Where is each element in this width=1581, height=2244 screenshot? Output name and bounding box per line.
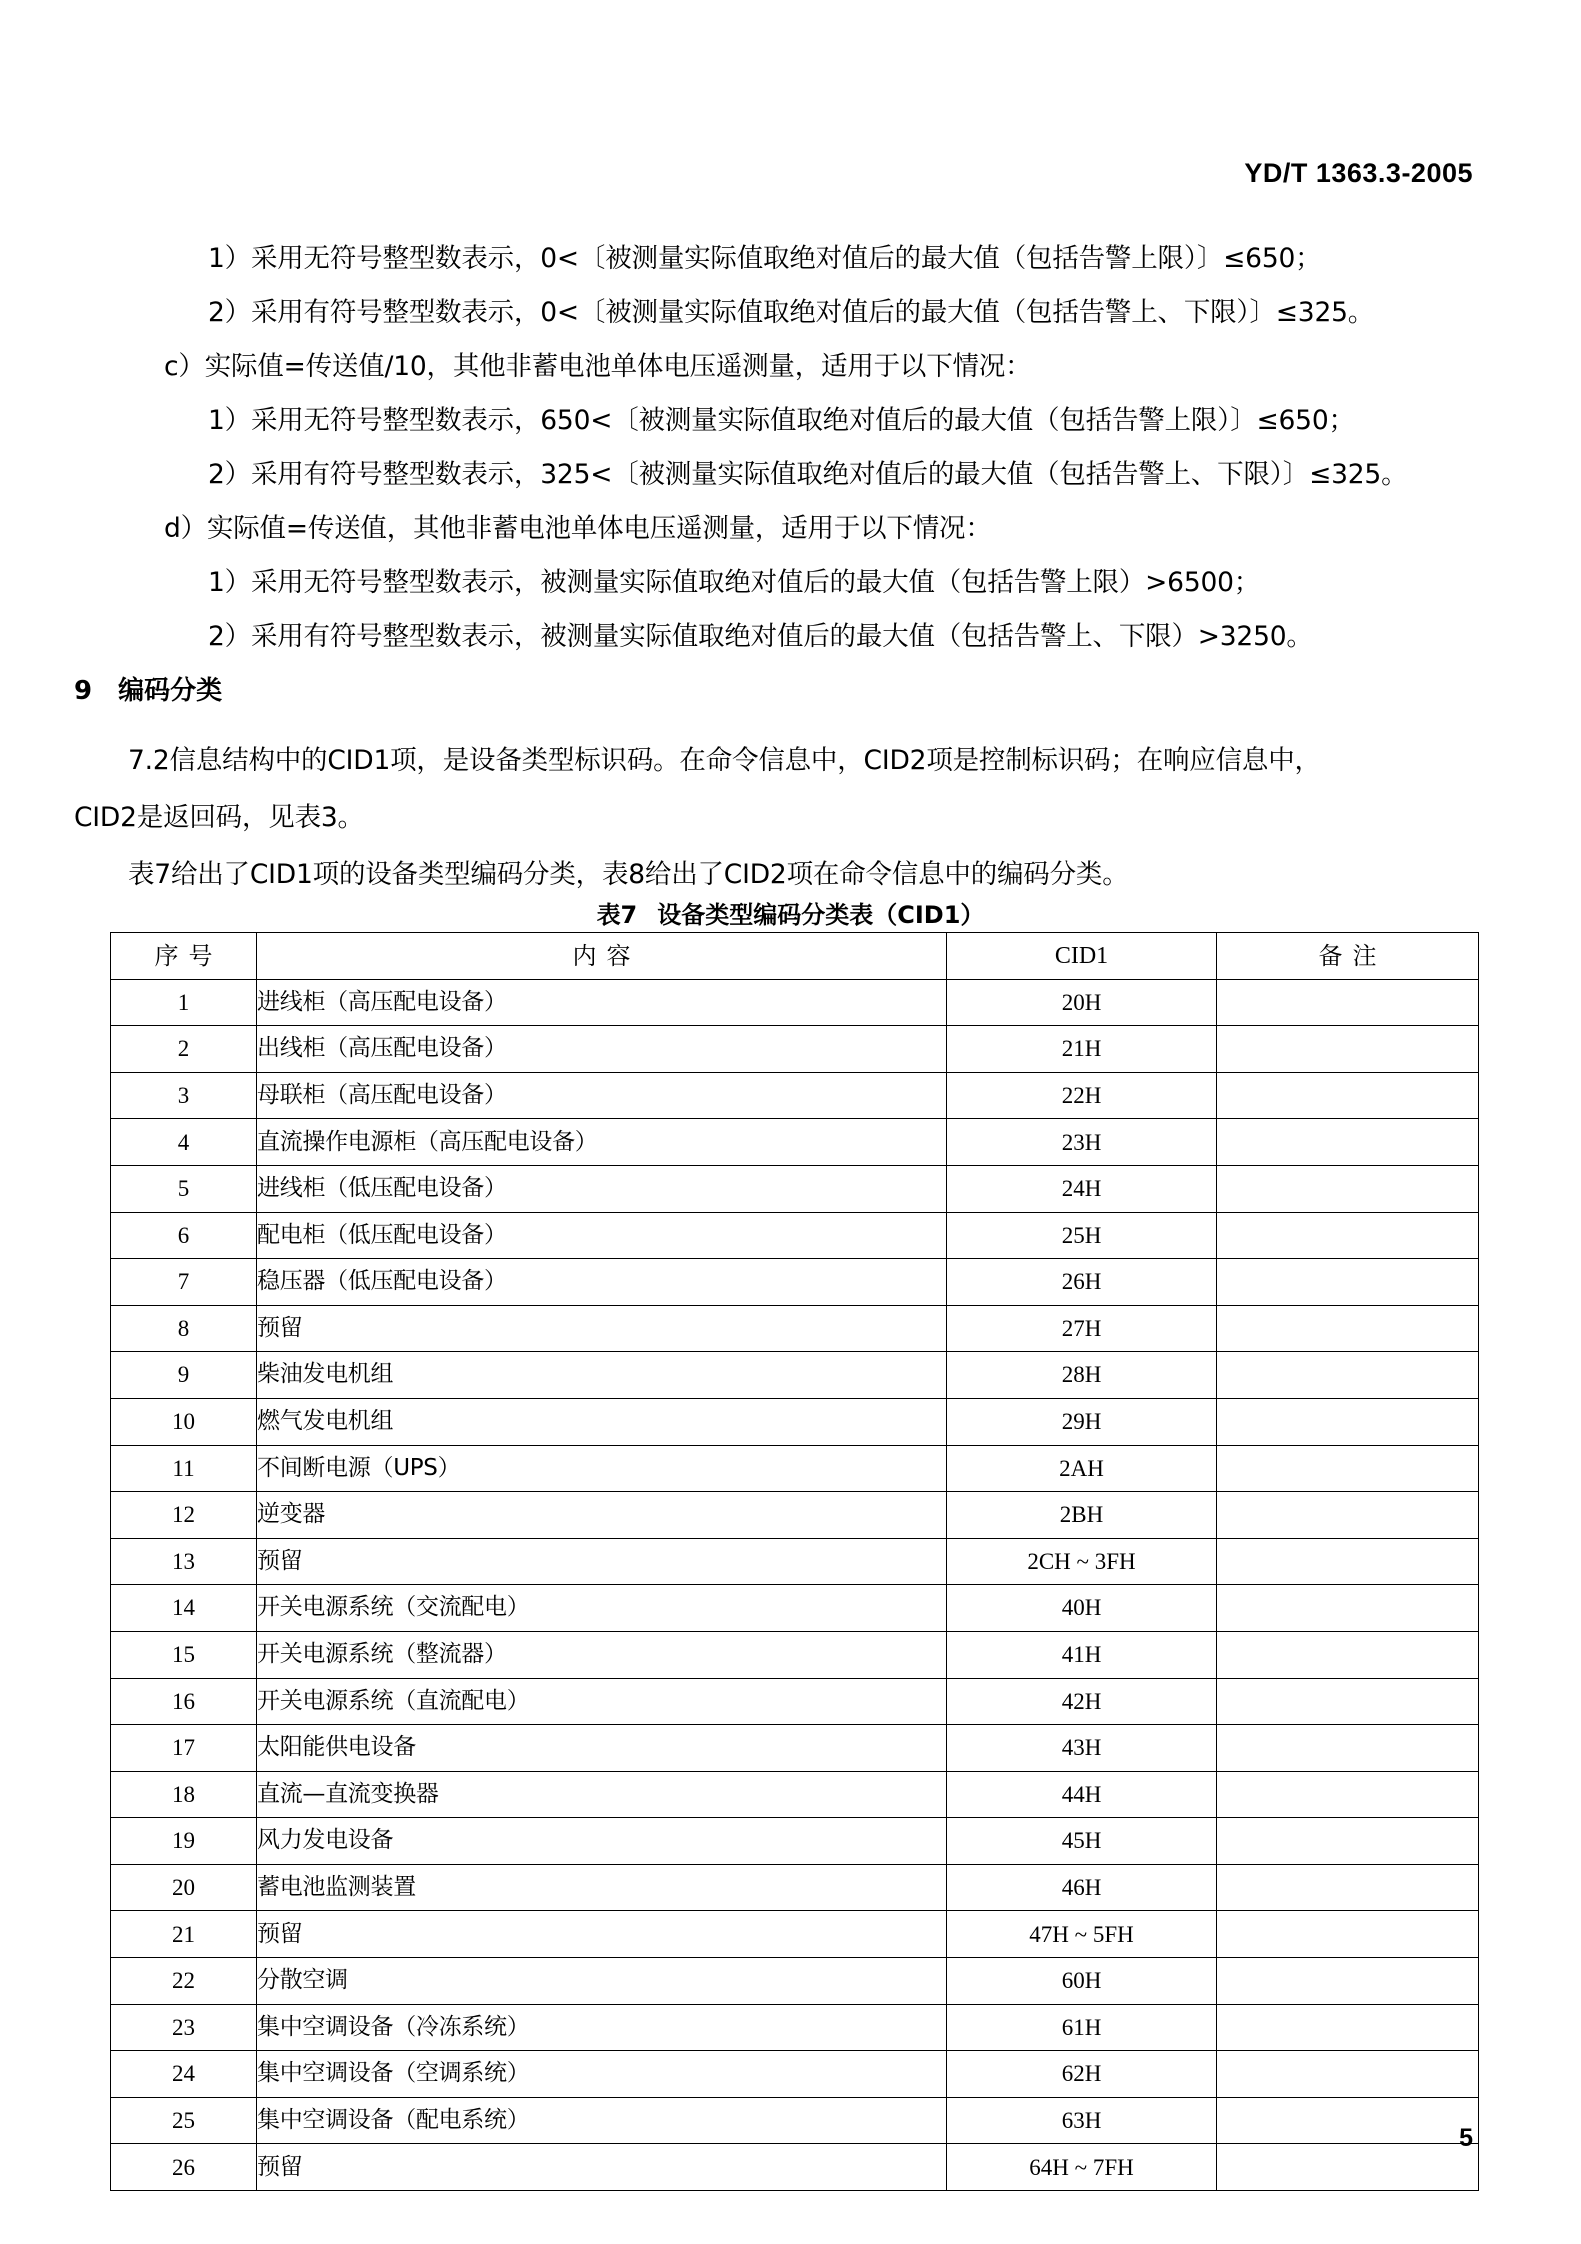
cell-content: 进线柜（高压配电设备） [257,979,947,1026]
cell-remark [1217,1631,1479,1678]
cell-remark [1217,1305,1479,1352]
cell-remark [1217,2004,1479,2051]
cell-content: 燃气发电机组 [257,1398,947,1445]
body-line: 2）采用有符号整型数表示，0<〔被测量实际值取绝对值后的最大值（包括告警上、下限）〕≤325。 [208,297,1375,328]
cell-cid1: 21H [947,1026,1217,1073]
cell-seq: 22 [111,1958,257,2005]
paragraph-line: CID2是返回码，见表3。 [74,802,364,833]
cell-content: 预留 [257,2144,947,2191]
cell-remark [1217,979,1479,1026]
cell-cid1: 47H ~ 5FH [947,1911,1217,1958]
cell-content: 风力发电设备 [257,1818,947,1865]
cell-content: 集中空调设备（冷冻系统） [257,2004,947,2051]
cell-remark [1217,1119,1479,1166]
table-row [111,2051,1479,2098]
cell-remark [1217,1725,1479,1772]
cell-seq: 18 [111,1771,257,1818]
cell-cid1: 41H [947,1631,1217,1678]
table-caption-title: 设备类型编码分类表（CID1） [657,901,985,929]
cell-cid1: 42H [947,1678,1217,1725]
cell-cid1: 46H [947,1864,1217,1911]
cell-cid1: 2BH [947,1492,1217,1539]
section-heading [74,670,222,707]
cell-seq: 5 [111,1165,257,1212]
cell-cid1: 63H [947,2097,1217,2144]
cell-cid1: 20H [947,979,1217,1026]
table-container [110,932,1478,2191]
table-row [111,1631,1479,1678]
cell-remark [1217,1398,1479,1445]
cell-remark [1217,1072,1479,1119]
cell-remark [1217,1165,1479,1212]
cell-cid1: 64H ~ 7FH [947,2144,1217,2191]
cell-seq: 17 [111,1725,257,1772]
table-row [111,979,1479,1026]
table-row [111,1119,1479,1166]
column-header-remark: 备注 [1217,933,1479,980]
body-line: 2）采用有符号整型数表示，325<〔被测量实际值取绝对值后的最大值（包括告警上、下限）〕≤325。 [208,459,1408,490]
cell-remark [1217,1352,1479,1399]
cell-seq: 15 [111,1631,257,1678]
cell-remark [1217,2144,1479,2191]
body-line: c）实际值=传送值/10，其他非蓄电池单体电压遥测量，适用于以下情况： [164,351,1032,382]
table-row [111,1445,1479,1492]
cell-remark [1217,1445,1479,1492]
cell-seq: 6 [111,1212,257,1259]
page-number: 5 [1459,2124,1473,2152]
body-line: d）实际值=传送值，其他非蓄电池单体电压遥测量，适用于以下情况： [164,513,992,544]
cell-content: 预留 [257,1538,947,1585]
cell-seq: 2 [111,1026,257,1073]
cell-seq: 3 [111,1072,257,1119]
cell-remark [1217,1212,1479,1259]
cell-cid1: 23H [947,1119,1217,1166]
cell-content: 不间断电源（UPS） [257,1445,947,1492]
table-row [111,1725,1479,1772]
table-row [111,1818,1479,1865]
cell-cid1: 2CH ~ 3FH [947,1538,1217,1585]
table-row [111,1352,1479,1399]
cell-cid1: 27H [947,1305,1217,1352]
cell-content: 柴油发电机组 [257,1352,947,1399]
cell-seq: 20 [111,1864,257,1911]
cell-remark [1217,1585,1479,1632]
cell-seq: 19 [111,1818,257,1865]
table-header-row [111,933,1479,980]
body-text-block [108,232,1488,664]
cell-content: 配电柜（低压配电设备） [257,1212,947,1259]
cell-seq: 11 [111,1445,257,1492]
table-row [111,2004,1479,2051]
cell-remark [1217,1026,1479,1073]
paragraph-line: 7.2信息结构中的CID1项，是设备类型标识码。在命令信息中，CID2项是控制标识码；在响应信息中， [128,745,1321,776]
table-row [111,1492,1479,1539]
table-row [111,1072,1479,1119]
section-number: 9 [74,676,93,706]
table-caption-number: 表7 [596,901,638,929]
cell-seq: 13 [111,1538,257,1585]
cell-content: 开关电源系统（交流配电） [257,1585,947,1632]
cell-cid1: 26H [947,1259,1217,1306]
table-row [111,1678,1479,1725]
cell-seq: 14 [111,1585,257,1632]
document-standard-id: YD/T 1363.3-2005 [1244,158,1473,188]
cell-content: 进线柜（低压配电设备） [257,1165,947,1212]
cell-remark [1217,2097,1479,2144]
table-row [111,1771,1479,1818]
paragraph-cid-explanation [74,732,1478,846]
cell-cid1: 62H [947,2051,1217,2098]
cell-remark [1217,1538,1479,1585]
cell-cid1: 44H [947,1771,1217,1818]
cell-remark [1217,1911,1479,1958]
cell-content: 蓄电池监测装置 [257,1864,947,1911]
cell-content: 预留 [257,1305,947,1352]
cell-content: 开关电源系统（直流配电） [257,1678,947,1725]
table-row [111,2144,1479,2191]
cell-seq: 4 [111,1119,257,1166]
cell-content: 母联柜（高压配电设备） [257,1072,947,1119]
column-header-cid1: CID1 [947,933,1217,980]
cell-remark [1217,1864,1479,1911]
cell-remark [1217,1771,1479,1818]
cell-seq: 1 [111,979,257,1026]
section-title: 编码分类 [118,676,223,706]
cell-seq: 26 [111,2144,257,2191]
cell-seq: 9 [111,1352,257,1399]
cell-cid1: 40H [947,1585,1217,1632]
cell-content: 稳压器（低压配电设备） [257,1259,947,1306]
paragraph-line: 表7给出了CID1项的设备类型编码分类，表8给出了CID2项在命令信息中的编码分类。 [128,859,1129,890]
body-line: 2）采用有符号整型数表示，被测量实际值取绝对值后的最大值（包括告警上、下限）>3250。 [208,621,1313,652]
cell-content: 出线柜（高压配电设备） [257,1026,947,1073]
cell-cid1: 28H [947,1352,1217,1399]
table-row [111,1212,1479,1259]
cell-cid1: 43H [947,1725,1217,1772]
cell-cid1: 61H [947,2004,1217,2051]
table-row [111,1911,1479,1958]
table-row [111,1538,1479,1585]
cell-content: 预留 [257,1911,947,1958]
cell-remark [1217,1818,1479,1865]
cell-content: 开关电源系统（整流器） [257,1631,947,1678]
cell-remark [1217,1958,1479,2005]
cell-seq: 12 [111,1492,257,1539]
device-type-code-table [110,932,1479,2191]
table-row [111,1398,1479,1445]
cell-cid1: 22H [947,1072,1217,1119]
cell-seq: 21 [111,1911,257,1958]
column-header-seq: 序号 [111,933,257,980]
table-row [111,1585,1479,1632]
cell-cid1: 60H [947,1958,1217,2005]
body-line: 1）采用无符号整型数表示，被测量实际值取绝对值后的最大值（包括告警上限）>6500； [208,567,1261,598]
table-row [111,2097,1479,2144]
cell-seq: 23 [111,2004,257,2051]
table-row [111,1259,1479,1306]
cell-seq: 8 [111,1305,257,1352]
cell-remark [1217,1678,1479,1725]
cell-seq: 16 [111,1678,257,1725]
cell-cid1: 45H [947,1818,1217,1865]
cell-content: 逆变器 [257,1492,947,1539]
cell-content: 集中空调设备（配电系统） [257,2097,947,2144]
body-line: 1）采用无符号整型数表示，650<〔被测量实际值取绝对值后的最大值（包括告警上限）〕≤650； [208,405,1355,436]
cell-content: 直流—直流变换器 [257,1771,947,1818]
table-row [111,1305,1479,1352]
table-row [111,1165,1479,1212]
cell-seq: 10 [111,1398,257,1445]
cell-remark [1217,1492,1479,1539]
table-row [111,1026,1479,1073]
cell-seq: 7 [111,1259,257,1306]
cell-cid1: 2AH [947,1445,1217,1492]
table-row [111,1864,1479,1911]
table-caption [0,895,1581,930]
body-line: 1）采用无符号整型数表示，0<〔被测量实际值取绝对值后的最大值（包括告警上限）〕≤650； [208,243,1322,274]
cell-remark [1217,1259,1479,1306]
cell-content: 集中空调设备（空调系统） [257,2051,947,2098]
cell-content: 直流操作电源柜（高压配电设备） [257,1119,947,1166]
cell-content: 太阳能供电设备 [257,1725,947,1772]
table-body [111,979,1479,2190]
cell-remark [1217,2051,1479,2098]
column-header-content: 内容 [257,933,947,980]
table-row [111,1958,1479,2005]
cell-seq: 24 [111,2051,257,2098]
cell-content: 分散空调 [257,1958,947,2005]
cell-cid1: 24H [947,1165,1217,1212]
cell-cid1: 29H [947,1398,1217,1445]
cell-seq: 25 [111,2097,257,2144]
cell-cid1: 25H [947,1212,1217,1259]
